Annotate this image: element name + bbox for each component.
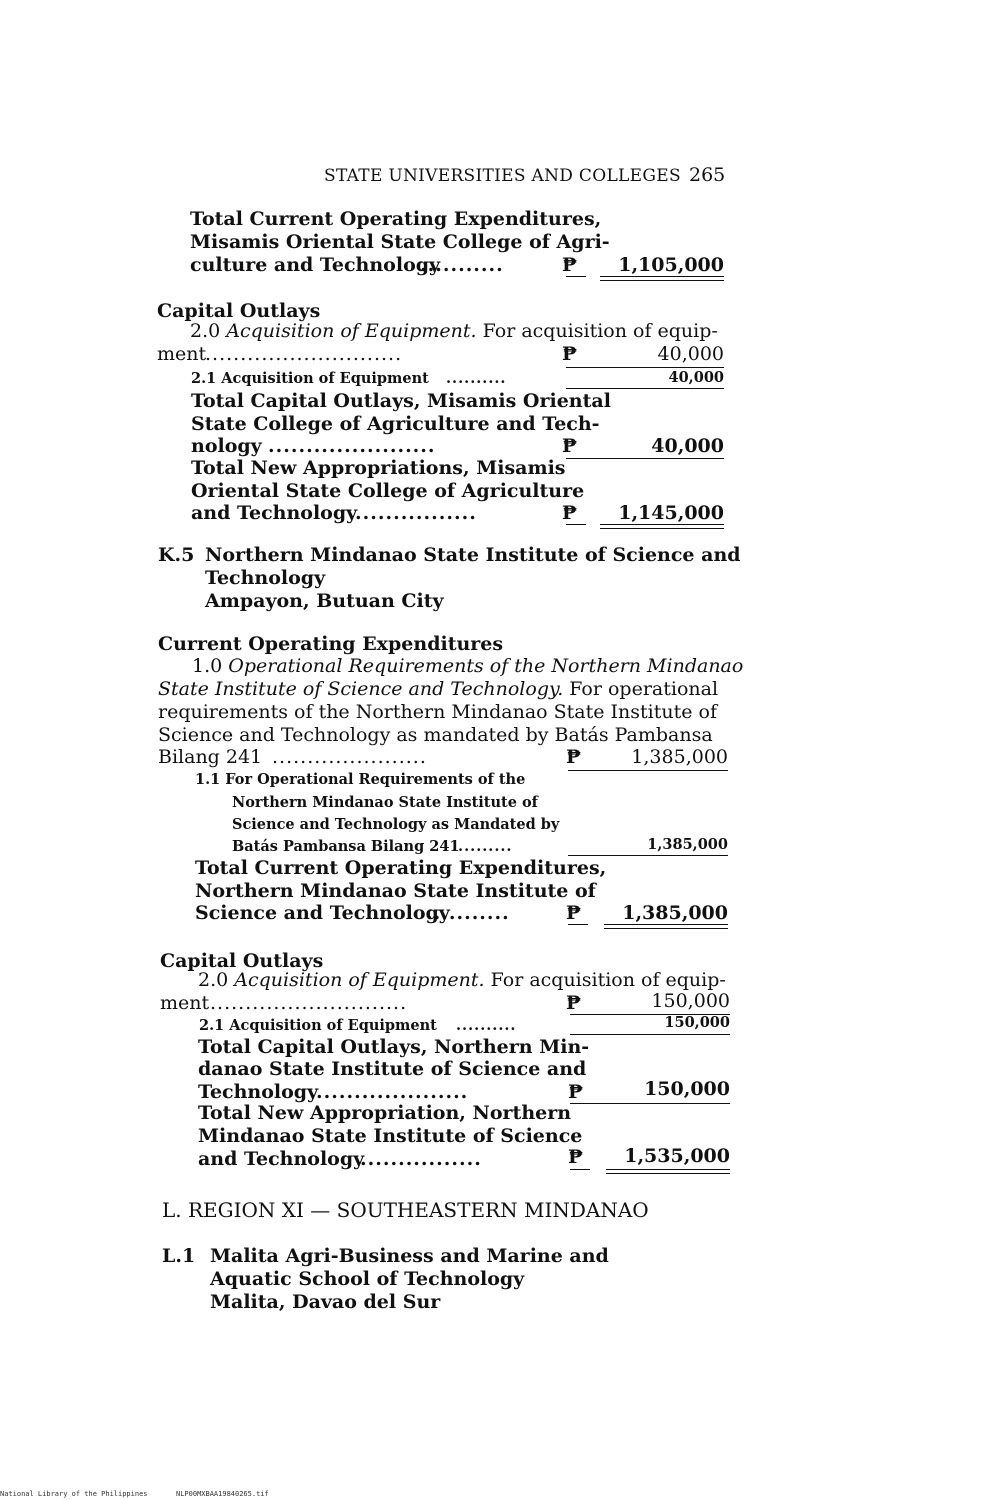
capital2-item-cont: ment [160,992,210,1014]
coe-item-amount: 1,385,000 [631,746,728,768]
footer-filename: NLP00MXBAA19840265.tif [176,1490,269,1498]
capital1-item-amount: 40,000 [657,343,724,365]
rule [570,1103,730,1104]
capital1-item-cont: ment [157,343,207,365]
coe-item-line5: Bilang 241 [158,746,263,768]
capital1-sub-label: 2.1 Acquisition of Equipment [191,370,429,387]
double-rule [600,524,724,529]
l1-location: Malita, Davao del Sur [210,1291,441,1313]
capital1-newapprop-amount: 1,145,000 [618,502,724,524]
item-number: 2.0 [190,320,221,342]
coe-total-line1: Total Current Operating Expenditures, [195,857,607,879]
capital1-total-line1: Total Capital Outlays, Misamis Oriental [191,390,611,412]
k5-name-line2: Technology [205,567,326,589]
rule [568,770,728,771]
coe-sub-amount: 1,385,000 [647,836,728,853]
page-number: 265 [689,164,726,186]
capital2-sub-label: 2.1 Acquisition of Equipment [199,1017,437,1034]
peso-underline [568,924,588,925]
rule [566,458,724,459]
peso-underline [570,1169,590,1170]
k5-name-line1: Northern Mindanao State Institute of Science and [205,544,741,566]
item-title-line2: State Institute of Science and Technology. [158,678,564,700]
capital1-item-leader: ............................ [205,343,403,365]
peso-sign: ₱ [566,992,582,1014]
total-coe-moscat-amount: 1,105,000 [618,254,724,276]
capital1-total-line3: nology [191,435,262,457]
capital2-total-leader: .................... [316,1081,469,1103]
item-number: 1.0 [192,655,223,677]
total-coe-moscat-line1: Total Current Operating Expenditures, [190,208,602,230]
region-heading: L. REGION XI — SOUTHEASTERN MINDANAO [162,1198,649,1222]
rule [566,388,724,389]
item-title: Acquisition of Equipment. [226,320,477,342]
capital2-item-line1 [198,969,726,991]
capital-outlays-heading: Capital Outlays [157,300,321,322]
peso-sign: ₱ [566,902,582,924]
item-number: 2.0 [198,969,229,991]
coe-item-leader: ...................... [272,746,427,768]
coe-sub-line1: 1.1 For Operational Requirements of the [195,771,526,788]
k5-number: K.5 [158,544,195,566]
capital1-item-line1 [190,320,718,342]
total-coe-moscat-line3: culture and Technology [190,254,441,276]
coe-item-line2 [158,678,718,700]
coe-sub-line2: Northern Mindanao State Institute of [232,794,538,811]
running-header-title: STATE UNIVERSITIES AND COLLEGES [324,166,681,186]
capital2-total-line2: danao State Institute of Science and [198,1058,587,1080]
capital2-newapprop-amount: 1,535,000 [624,1145,730,1167]
item-text-line2: For operational [569,678,719,700]
l1-name-line1: Malita Agri-Business and Marine and [210,1245,609,1267]
coe-sub-leader: .......... [452,838,513,855]
item-title-line1: Operational Requirements of the Northern Mindanao [228,655,744,677]
peso-sign: ₱ [566,746,582,768]
capital2-newapprop-line1: Total New Appropriation, Northern [198,1102,572,1124]
k5-location: Ampayon, Butuan City [205,590,444,612]
peso-sign: ₱ [562,254,578,276]
peso-underline [566,276,586,277]
coe-total-leader: ........... [426,902,510,924]
peso-sign: ₱ [562,502,578,524]
capital1-newapprop-line1: Total New Appropriations, Misamis [191,457,566,479]
coe-total-line2: Northern Mindanao State Institute of [195,880,596,902]
capital1-newapprop-line2: Oriental State College of Agriculture [191,480,585,502]
peso-underline [566,524,586,525]
l1-number: L.1 [162,1245,196,1267]
capital2-item-amount: 150,000 [651,990,730,1012]
capital1-sub-amount: 40,000 [668,369,724,386]
coe-item-line4: Science and Technology as mandated by Batás Pambansa [158,724,713,746]
coe-total-amount: 1,385,000 [622,902,728,924]
capital2-total-amount: 150,000 [644,1078,730,1100]
coe-sub-line3: Science and Technology as Mandated by [232,816,560,833]
peso-sign: ₱ [568,1146,584,1168]
total-coe-moscat-line2: Misamis Oriental State College of Agri- [190,231,610,253]
capital2-total-line1: Total Capital Outlays, Northern Min- [198,1036,590,1058]
capital2-sub-leader: .......... [456,1017,517,1034]
coe-item-line1 [192,655,743,677]
double-rule [600,276,724,281]
double-rule [604,924,728,929]
capital2-newapprop-leader: ................ [360,1148,482,1170]
footer-library: National Library of the Philippines [0,1490,148,1498]
coe-sub-line4: Batás Pambansa Bilang 241 [232,838,460,855]
capital1-newapprop-line3: and Technology [191,502,358,524]
rule [566,367,724,368]
item-text: For acquisition of equip- [482,320,718,342]
l1-name-line2: Aquatic School of Technology [210,1268,525,1290]
capital2-item-leader: ............................ [210,992,408,1014]
peso-sign: ₱ [568,1081,584,1103]
rule [570,1034,730,1035]
coe-total-line3: Science and Technology [195,902,450,924]
item-text: For acquisition of equip- [490,969,726,991]
capital2-heading: Capital Outlays [160,950,324,972]
capital1-total-amount: 40,000 [651,435,724,457]
total-coe-moscat-leader: ........... [420,254,504,276]
capital1-sub-leader: .......... [446,370,507,387]
coe-item-line3: requirements of the Northern Mindanao State Institute of [158,701,718,723]
capital2-sub-amount: 150,000 [664,1014,730,1031]
peso-sign: ₱ [562,435,578,457]
capital2-newapprop-line2: Mindanao State Institute of Science [198,1125,583,1147]
capital1-total-leader: ...................... [268,435,436,457]
coe-heading: Current Operating Expenditures [158,633,504,655]
capital2-newapprop-line3: and Technology [198,1148,365,1170]
capital1-newapprop-leader: ................ [355,502,477,524]
peso-sign: ₱ [562,343,578,365]
capital2-total-line3: Technology [198,1081,319,1103]
rule [568,855,728,856]
item-title: Acquisition of Equipment. [234,969,485,991]
double-rule [606,1169,730,1174]
capital1-total-line2: State College of Agriculture and Tech- [191,413,600,435]
